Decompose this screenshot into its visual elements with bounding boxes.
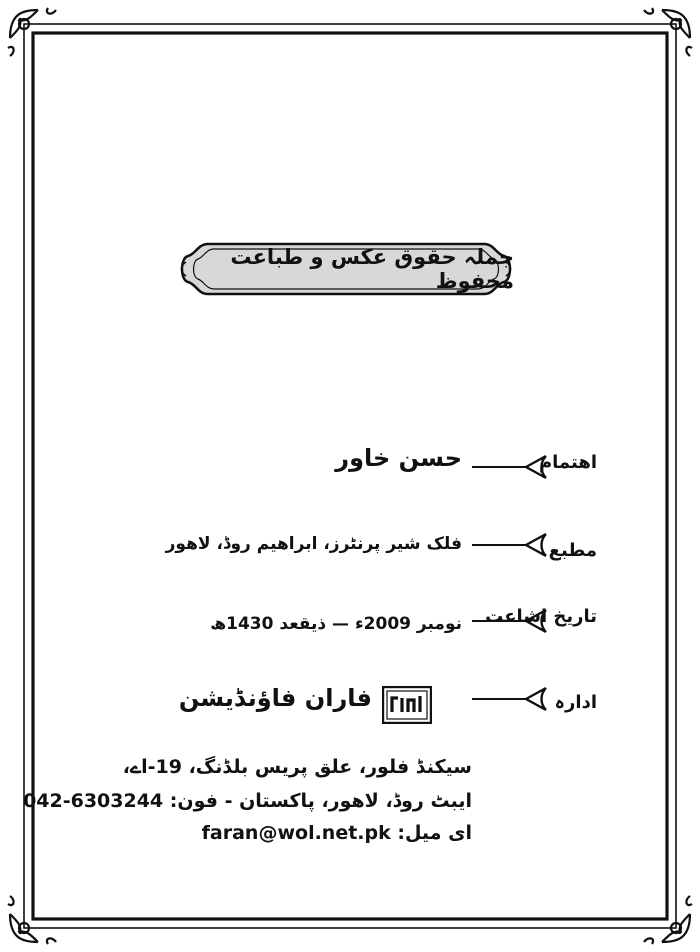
copyright-banner-text: جملہ حقوق عکس و طباعت محفوظ (230, 245, 514, 293)
arrow-icon (470, 532, 554, 558)
email-label: ای میل: (397, 822, 472, 844)
press-name: فلک شیر پرنٹرز، ابراهیم روڈ، لاهور (165, 534, 462, 554)
supervisor-name: حسن خاور (335, 444, 462, 472)
email-line (202, 822, 472, 844)
address-line-1: سیکنڈ فلور، علق پریس بلڈنگ، 19-اے، (122, 756, 472, 778)
label-supervision: اهتمام (538, 452, 597, 473)
arrow-icon (470, 454, 554, 480)
arrow-icon (470, 608, 554, 634)
publication-date: نومبر 2009ء — ذیقعد 1430ھ (210, 614, 462, 634)
label-institution: ادارہ (554, 692, 597, 713)
faran-logo-icon (382, 686, 432, 724)
label-press: مطبع (548, 540, 597, 561)
arrow-icon (470, 686, 554, 712)
label-publication-date: تاریخ اشاعت (485, 606, 597, 627)
email-address[interactable]: faran@wol.net.pk (201, 822, 391, 844)
address-line-2-text: ایبٹ روڈ، لاهور، پاکستان - فون: (169, 790, 472, 812)
institution-name: فاران فاؤنڈیشن (178, 684, 372, 712)
phone-number: 042-6303244 (23, 790, 164, 812)
address-line-2 (23, 790, 472, 812)
